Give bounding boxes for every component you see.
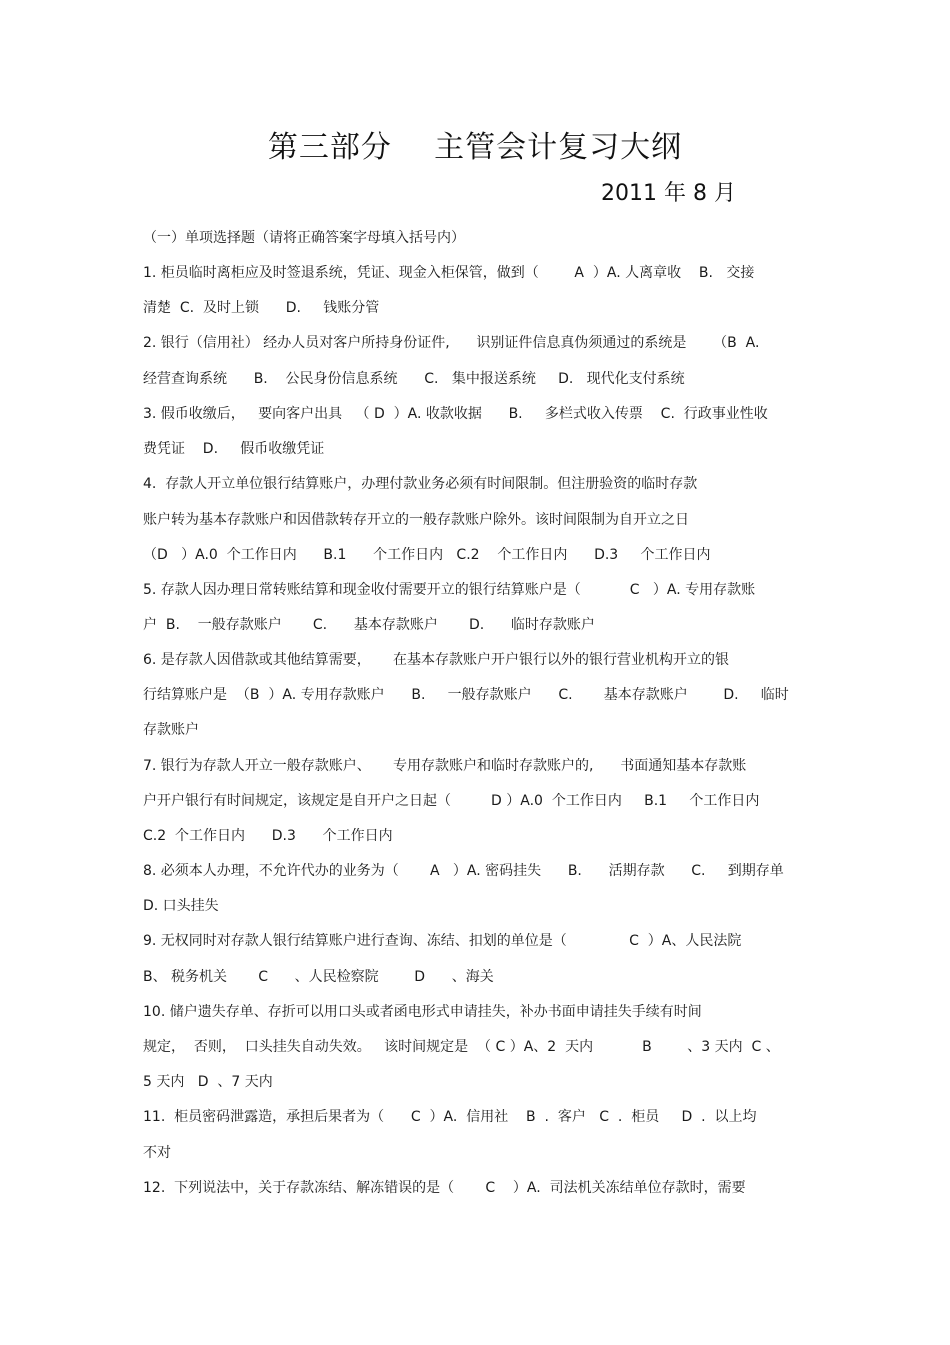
text-line: 4. 存款人开立单位银行结算账户，办理付款业务必须有时间限制。但注册验资的临时存款 [143,476,698,492]
text-line: 3. 假币收缴后， 要向客户出具 （ D ）A. 收款收据 B. 多栏式收入传票 C. 行政事业性收 [143,406,768,422]
text-line: B、 税务机关 C 、人民检察院 D 、海关 [143,969,494,985]
text-line: 5 天内 D 、7 天内 [143,1074,273,1090]
text-line: 清楚 C. 及时上锁 D. 钱账分管 [143,300,380,316]
page-title: 第三部分 主管会计复习大纲 [267,130,683,165]
text-line: 费凭证 D. 假币收缴凭证 [143,441,325,457]
text-line: 12. 下列说法中，关于存款冻结、解冻错误的是（ C ）A. 司法机关冻结单位存款时，需要 [143,1180,746,1196]
text-line: 存款账户 [143,722,199,738]
text-line: 账户转为基本存款账户和因借款转存开立的一般存款账户除外。该时间限制为自开立之日 [143,512,689,528]
text-line: 8. 必须本人办理，不允许代办的业务为（ A ）A. 密码挂失 B. 活期存款 C. 到期存单 [143,863,784,879]
text-line: 经营查询系统 B. 公民身份信息系统 C. 集中报送系统 D. 现代化支付系统 [143,371,685,387]
text-line: 1. 柜员临时离柜应及时签退系统，凭证、现金入柜保管，做到（ A ）A. 人离章收 B. 交接 [143,265,755,281]
text-line: 5. 存款人因办理日常转账结算和现金收付需要开立的银行结算账户是（ C ）A. 专用存款账 [143,582,756,598]
text-line: 2. 银行（信用社） 经办人员对客户所持身份证件, 识别证件信息真伪须通过的系统是 （B A. [143,335,760,351]
text-line: 7. 银行为存款人开立一般存款账户、 专用存款账户和临时存款账户的, 书面通知基本存款账 [143,758,747,774]
text-line: 10. 储户遗失存单、存折可以用口头或者函电形式申请挂失，补办书面申请挂失手续有时间 [143,1004,702,1020]
text-line: 9. 无权同时对存款人银行结算账户进行查询、冻结、扣划的单位是（ C ）A、人民法院 [143,933,742,949]
text-line: （D ）A.0 个工作日内 B.1 个工作日内 C.2 个工作日内 D.3 个工作日内 [143,547,711,563]
text-line: 规定， 否则， 口头挂失自动失效。 该时间规定是 （ C ）A、2 天内 B 、3 天内 C 、 [143,1039,780,1055]
text-line: 行结算账户是 （B ）A. 专用存款账户 B. 一般存款账户 C. 基本存款账户 D. 临时 [143,687,789,703]
document-date: 2011 年 8 月 [601,181,736,206]
text-line: 11. 柜员密码泄露造，承担后果者为（ C ）A. 信用社 B . 客户 C . 柜员 D . 以上均 [143,1109,757,1125]
text-line: 不对 [143,1145,171,1161]
text-line: C.2 个工作日内 D.3 个工作日内 [143,828,393,844]
text-line: 户 B. 一般存款账户 C. 基本存款账户 D. 临时存款账户 [143,617,595,633]
text-line: 户开户银行有时间规定，该规定是自开户之日起（ D ）A.0 个工作日内 B.1 个工作日内 [143,793,760,809]
section-heading: （一）单项选择题（请将正确答案字母填入括号内） [143,230,465,246]
text-line: D. 口头挂失 [143,898,219,914]
text-line: 6. 是存款人因借款或其他结算需要， 在基本存款账户开户银行以外的银行营业机构开立的银 [143,652,730,668]
